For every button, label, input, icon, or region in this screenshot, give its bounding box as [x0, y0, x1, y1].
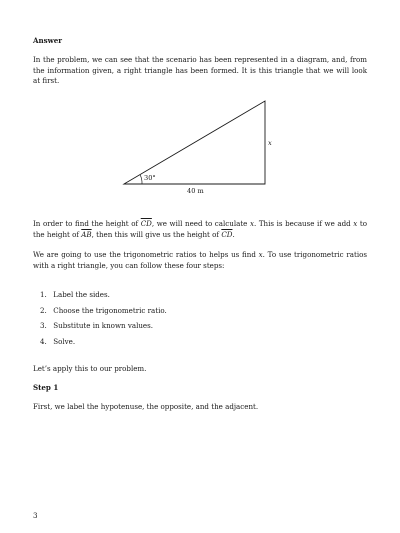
variable-x: x [258, 250, 263, 259]
height-text-5: , then this will give us the height of [91, 229, 222, 239]
height-text-2: , we will need to calculate [151, 219, 250, 228]
step1-heading: Step 1 [33, 383, 59, 392]
side-x-label: x [268, 139, 272, 147]
trig-text-2: . To use trigonometric ratios with a right triangle, you can follow these four steps: [33, 250, 367, 270]
height-text-1: In order to find the height of [33, 219, 141, 228]
intro-paragraph: In the problem, we can see that the scenario has been represented in a diagram, and, from the information given, a right triangle has been formed. It is this triangle that we will look at first. [33, 55, 367, 86]
segment-ab: $\overline{AB}$ [81, 229, 92, 239]
height-text-6: . [232, 229, 235, 239]
triangle-svg [110, 96, 280, 196]
angle-arc [140, 175, 142, 184]
segment-cd: $\overline{CD}$ [140, 219, 152, 228]
height-text-3: . This is because if we add [253, 219, 354, 228]
answer-heading: Answer [33, 36, 63, 45]
apply-paragraph: Let’s apply this to our problem. [33, 364, 147, 373]
height-paragraph [33, 219, 367, 240]
base-length-label: 40 m [187, 187, 204, 195]
variable-x: x [353, 219, 358, 228]
angle-label: 30° [144, 174, 156, 182]
list-item: 2. Choose the trigonometric ratio. [40, 306, 167, 315]
trig-paragraph [33, 250, 367, 271]
list-item: 3. Substitute in known values. [40, 321, 154, 330]
trig-text-1: We are going to use the trigonometric ratios to helps us find [33, 250, 259, 259]
height-text-4: to the height of [33, 219, 368, 239]
list-item: 1. Label the sides. [40, 290, 110, 299]
list-item: 4. Solve. [40, 337, 76, 346]
segment-cd: $\overline{CD}$ [221, 229, 233, 239]
right-triangle-diagram [110, 96, 280, 196]
triangle-shape [124, 101, 265, 184]
page-number: 3 [33, 511, 38, 520]
variable-x: x [249, 219, 254, 228]
step1-paragraph: First, we label the hypotenuse, the opposite, and the adjacent. [33, 402, 259, 411]
